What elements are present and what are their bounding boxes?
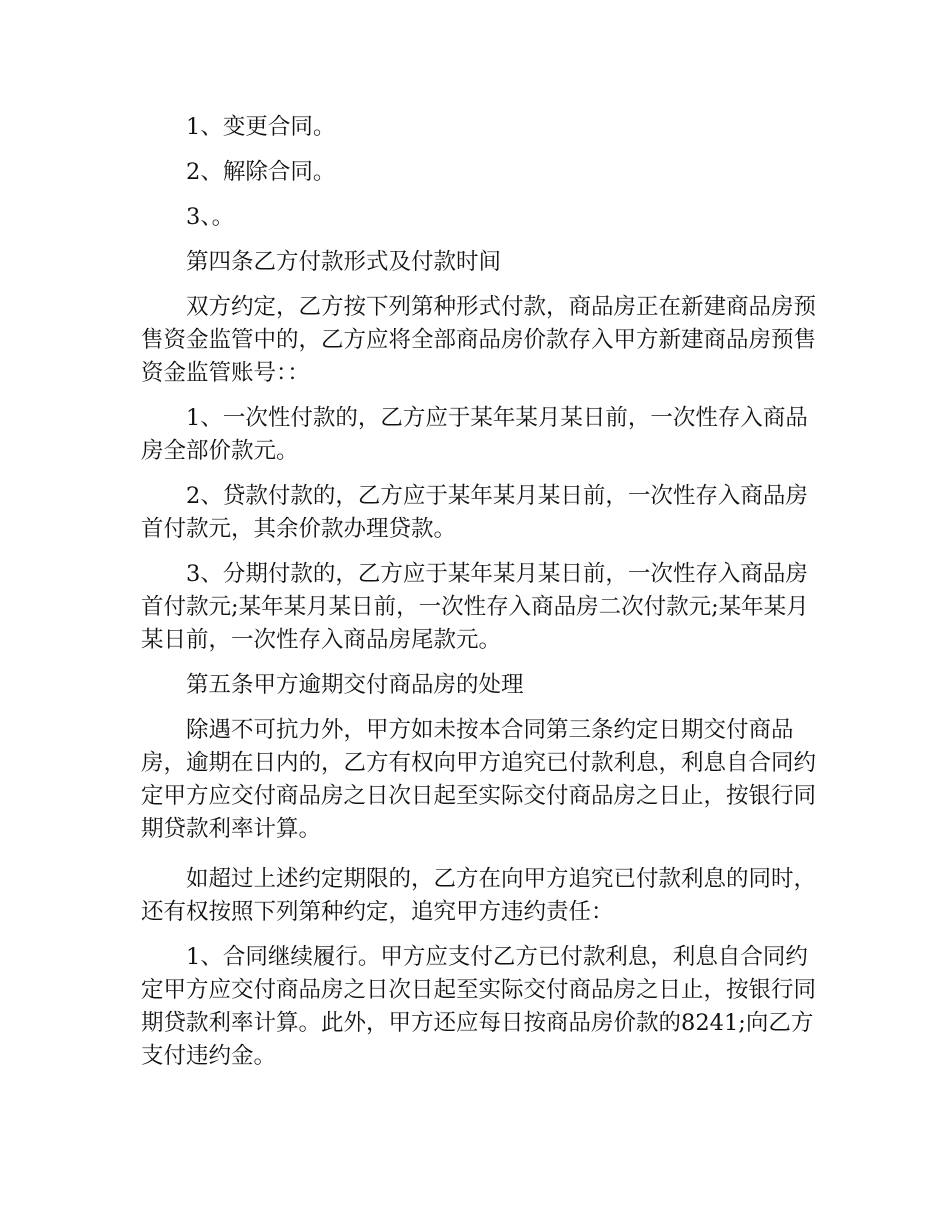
section-heading-article-4: 第四条乙方付款形式及付款时间 — [186, 249, 502, 275]
payment-option-2: 2、贷款付款的，乙方应于某年某月某日前，一次性存入商品房首付款元，其余价款办理贷款。 — [141, 483, 808, 542]
document-body — [141, 111, 816, 1085]
clause-item-2: 2、解除合同。 — [186, 159, 336, 185]
liability-option-1: 1、合同继续履行。甲方应支付乙方已付款利息，利息自合同约定甲方应交付商品房之日次日起至实际交付商品房之日止，按银行同期贷款利率计算。此外，甲方还应每日按商品房价款的8241;向乙方支付违约金。 — [141, 944, 817, 1069]
paragraph-overdue-liability: 如超过上述约定期限的，乙方在向甲方追究已付款利息的同时，还有权按照下列第种约定，追究甲方违约责任： — [141, 866, 817, 925]
paragraph-payment-agreement: 双方约定，乙方按下列第种形式付款，商品房正在新建商品房预售资金监管中的，乙方应将全部商品房价款存入甲方新建商品房预售资金监管账号：： — [141, 294, 817, 386]
payment-option-1: 1、一次性付款的，乙方应于某年某月某日前，一次性存入商品房全部价款元。 — [141, 405, 808, 464]
clause-item-3: 3、。 — [186, 204, 235, 230]
clause-item-1: 1、变更合同。 — [186, 114, 336, 140]
paragraph-late-delivery: 除遇不可抗力外，甲方如未按本合同第三条约定日期交付商品房，逾期在日内的，乙方有权向甲方追究已付款利息，利息自合同约定甲方应交付商品房之日次日起至实际交付商品房之日止，按银行同期贷款利率计算。 — [141, 717, 817, 842]
section-heading-article-5: 第五条甲方逾期交付商品房的处理 — [186, 672, 524, 698]
payment-option-3: 3、分期付款的，乙方应于某年某月某日前，一次性存入商品房首付款元;某年某月某日前，一次性存入商品房二次付款元;某年某月某日前，一次性存入商品房尾款元。 — [141, 561, 809, 653]
